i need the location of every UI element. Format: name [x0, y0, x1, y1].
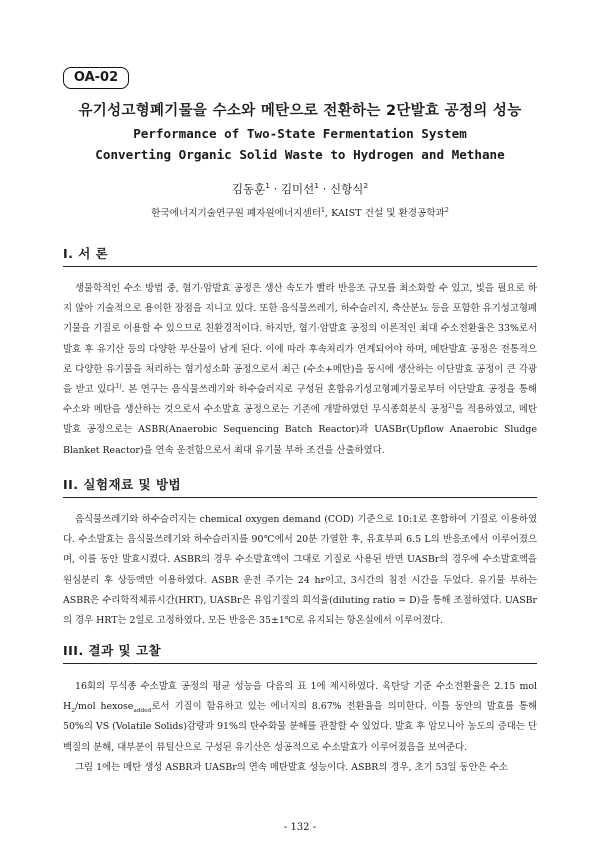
introduction-body: [63, 279, 537, 461]
section-rule: [63, 497, 537, 498]
methods-body: [63, 510, 537, 631]
text-run: . 본 연구는 음식물쓰레기와 하수슬러지로 구성된 혼합유기성고형폐기물로부터 이단발효 공정을 통해 수소와 메탄을 생산하는 것으로서 수소발효 공정으로는 기존에 개발하였던 무식종회분식 공정: [63, 384, 537, 416]
text-run: 생물학적인 수소 방법 중, 혐기·암발효 공정은 생산 속도가 빨라 반응조 규모를 최소화할 수 있고, 빛을 필요로 하지 않아 기술적으로 용이한 장점을 지니고 있다. 또한 음식물쓰레기, 하수슬러지, 축산분뇨 등을 포함한 유기성고형폐기물을 기질로 이용할 수 있으므로 친환경적이다. 하지만, 혐기·암발효 공정의 이론적인 최대 수소전환율은 33%로서 발효 후 유기산 등의 다양한 부산물이 남게 된다. 이에 따라 후속처리가 연계되어야 하며, 메탄발효 공정은 전통적으로 다양한 유기물을 처리하는 혐기성소화 공정으로서 최근 (수소+메탄)을 동시에 생산하는 이단발효 공정이 큰 각광을 받고 있다: [63, 283, 537, 396]
author-name: 김동훈: [231, 182, 266, 196]
paragraph: 그림 1에는 메탄 생성 ASBR과 UASBr의 연속 메탄발효 성능이다. ASBR의 경우, 초기 53일 동안은 수소: [75, 761, 508, 773]
section-rule: [63, 266, 537, 267]
results-body: [63, 677, 537, 778]
text-run: /mol hexose: [74, 701, 134, 713]
page-number: - 132 -: [283, 822, 317, 833]
text-run: 로서 기질이 함유하고 있는 에너지의 8.67% 전환율을 의미한다. 이틀 동안의 발효를 통해 50%의 VS (Volatile Solids)감량과 91%의 탄수화물 분해를 관찰할 수 있었다. 발효 후 암모니아 농도의 증대는 단백질의 분해, 대부분이 뷰틸산으로 구성된 유기산은 성공적으로 수소발효가 이루어졌음을 보여준다.: [63, 701, 537, 753]
citation-mark: 1): [115, 382, 122, 390]
title-korean: 유기성고형폐기물을 수소와 메탄으로 전환하는 2단발효 공정의 성능: [78, 103, 522, 119]
session-badge: OA-02: [63, 67, 129, 89]
text-run: 16회의 무식종 수소발효 공정의 평균 성능을 다음의 표 1에 제시하였다. 육탄당 기준 수소전환율은 2.15 mol H: [63, 681, 537, 713]
author-affil-mark: 1: [265, 181, 270, 191]
affil-mark: 2: [444, 206, 449, 214]
author-name: 신항식: [330, 182, 364, 196]
author-separator: ·: [319, 182, 331, 196]
affiliation: [0, 205, 600, 219]
paragraph: 음식물쓰레기와 하수슬러지는 chemical oxygen demand (COD) 기준으로 10:1로 혼합하여 기질로 이용하였다. 수소발효는 음식물쓰레기와 하수슬러지를 90℃에서 20분 가열한 후, 유효부피 6.5 L의 반응조에서 이루어졌으며, 이를 동안 발효시켰다. ASBR의 경우 수소발효액이 그대로 기질로 사용된 반면 UASBr의 경우에 수소발효액을 원심분리 후 상등액만 이용하였다. ASBR 운전 주기는 24 hr이고, 3시간의 침전 시간을 두었다. 유기물 부하는 ASBR은 수리학적체류시간(HRT), UASBr은 유입기질의 희석율(diluting ratio = D)을 통해 조절하였다. UASBr의 경우 HRT는 2일로 고정하였다. 모든 반응은 35±1℃로 유지되는 항온실에서 이루어졌다.: [63, 514, 537, 627]
section-heading-methods: II. 실험재료 및 방법: [63, 477, 182, 492]
section-heading-results: III. 결과 및 고찰: [63, 643, 162, 658]
title-english-line2: Converting Organic Solid Waste to Hydrogen and Methane: [95, 147, 505, 162]
author-affil-mark: 1: [314, 181, 320, 191]
text-run: 을 적용하였고, 메탄발효 공정으로는 ASBR(Anaerobic Sequencing Batch Reactor)과 UASBr(Upflow Anaerobic Sludge Blanket Reactor)을 연속 운전함으로서 최대 유기물 부하 조건을 산출하였다.: [63, 404, 537, 456]
section-rule: [63, 663, 537, 664]
section-heading-introduction: I. 서 론: [63, 246, 109, 261]
subscript: added: [133, 708, 152, 715]
affiliation-part: , KAIST 건설 및 환경공학과: [325, 208, 445, 219]
title-english-line1: Performance of Two-State Fermentation System: [133, 126, 467, 141]
author-affil-mark: 2: [363, 181, 369, 191]
paragraph: [63, 279, 537, 461]
subscript: 2: [71, 708, 75, 715]
author-list: [0, 181, 600, 197]
paragraph: [63, 677, 537, 758]
affil-mark: 1: [321, 206, 325, 214]
author-separator: ·: [269, 182, 281, 196]
citation-mark: 2): [448, 403, 455, 411]
affiliation-part: 한국에너지기술연구원 폐자원에너지센터: [151, 208, 322, 219]
author-name: 김미선: [280, 182, 315, 196]
